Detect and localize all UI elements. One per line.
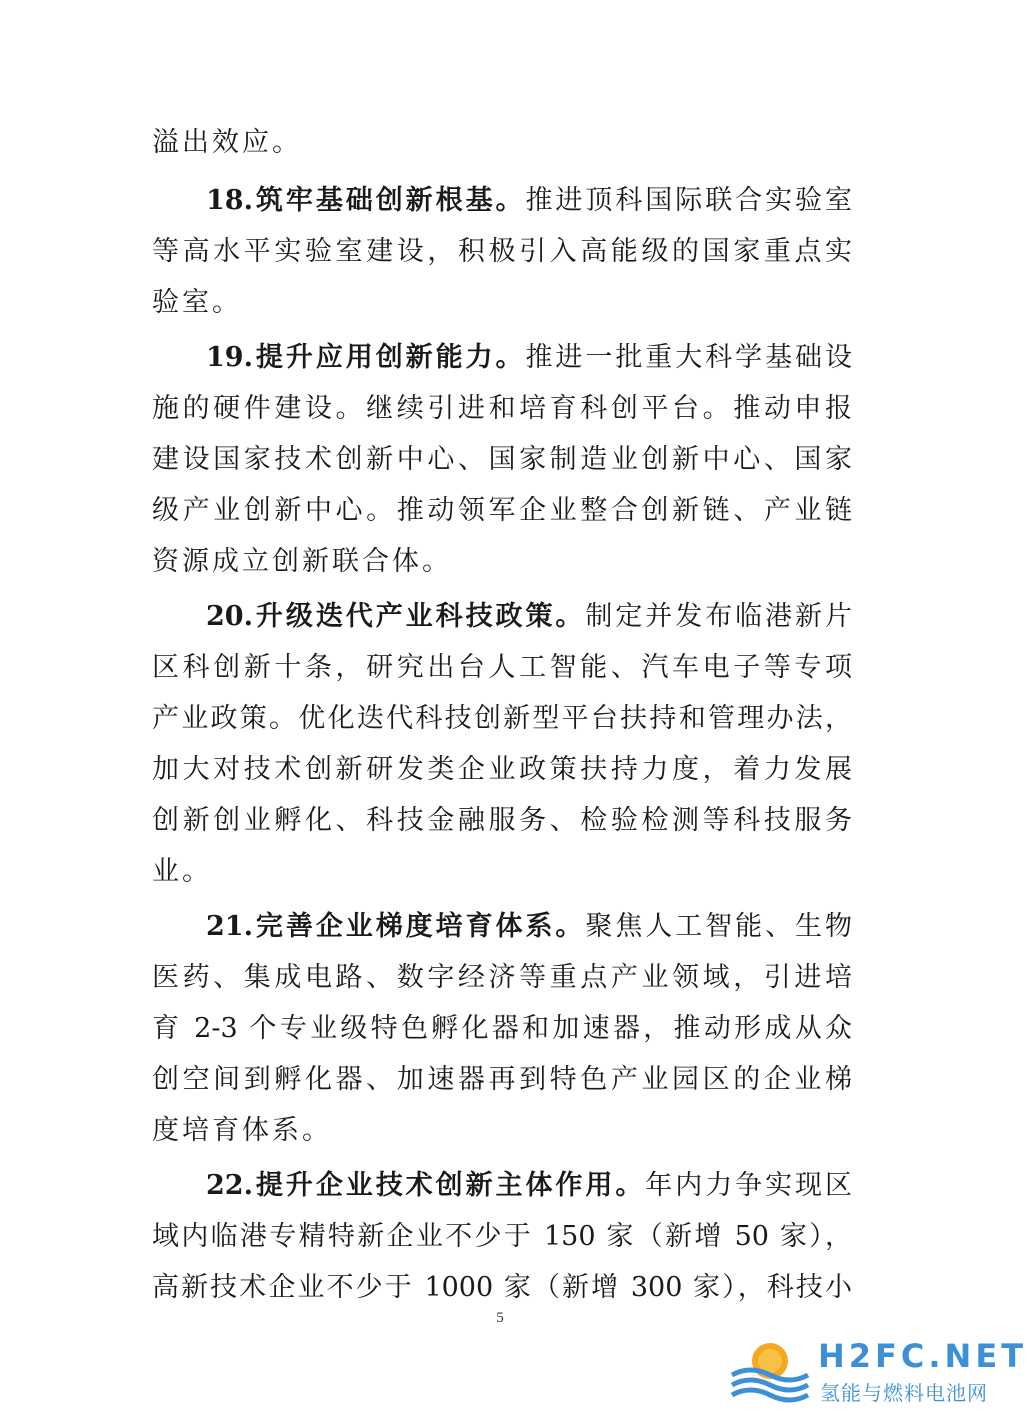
line-text: 溢出效应。 [152,127,302,158]
watermark-subtitle: 氢能与燃料电池网 [820,1381,988,1405]
paragraph-20-line-1 [152,600,852,634]
line-text: 区科创新十条，研究出台人工智能、汽车电子等专项 [152,652,852,683]
line-text: 医药、集成电路、数字经济等重点产业领域，引进培 [152,962,852,993]
line-text: 业。 [152,856,212,887]
line-text: 创空间到孵化器、加速器再到特色产业园区的企业梯 [152,1064,852,1095]
text-line [152,1063,852,1097]
line-text: 建设国家技术创新中心、国家制造业创新中心、国家 [152,444,852,475]
text-line [152,961,852,995]
page-number: 5 [496,1310,504,1326]
text-line [152,753,852,787]
line-text: 创新创业孵化、科技金融服务、检验检测等科技服务 [152,805,852,836]
line-text: 高新技术企业不少于 1000 家（新增 300 家），科技小 [152,1272,852,1303]
text-line [152,235,852,269]
text-line [152,443,852,477]
line-text: 推进一批重大科学基础设 [525,342,852,373]
text-line [152,1271,852,1305]
text-line [152,545,852,579]
line-text: 制定并发布临港新片 [585,601,852,632]
line-text: 推进顶科国际联合实验室 [525,185,852,216]
line-text: 域内临港专精特新企业不少于 150 家（新增 50 家）， [152,1221,852,1252]
watermark-brand: H2FC.NET [818,1337,1027,1375]
text-line [152,392,852,426]
text-line [152,651,852,685]
line-text: 等高水平实验室建设，积极引入高能级的国家重点实 [152,236,852,267]
paragraph-19-line-1 [152,341,852,375]
item-heading-19: 19.提升应用创新能力。 [206,342,526,373]
item-heading-20: 20.升级迭代产业科技政策。 [206,601,586,632]
text-line [152,855,852,889]
text-line [152,804,852,838]
text-line [152,702,852,736]
line-text: 度培育体系。 [152,1115,332,1146]
paragraph-21-line-1 [152,910,852,944]
line-text: 加大对技术创新研发类企业政策扶持力度，着力发展 [152,754,852,785]
line-text: 验室。 [152,287,242,318]
line-text: 施的硬件建设。继续引进和培育科创平台。推动申报 [152,393,852,424]
item-heading-21: 21.完善企业梯度培育体系。 [206,911,586,942]
text-line [152,1220,852,1254]
watermark [728,1335,1027,1407]
line-text: 育 2-3 个专业级特色孵化器和加速器，推动形成从众 [152,1013,852,1044]
text-line [152,286,852,320]
paragraph-18-line-1 [152,184,852,218]
item-heading-18: 18.筑牢基础创新根基。 [206,185,526,216]
item-heading-22: 22.提升企业技术创新主体作用。 [206,1170,646,1201]
line-text: 年内力争实现区 [645,1170,853,1201]
text-line [152,1114,852,1148]
line-text: 级产业创新中心。推动领军企业整合创新链、产业链 [152,495,852,526]
h2fc-logo-icon [728,1337,812,1403]
paragraph-22-line-1 [152,1169,852,1203]
line-text: 聚焦人工智能、生物 [585,911,852,942]
line-text: 产业政策。优化迭代科技创新型平台扶持和管理办法， [152,703,852,734]
text-line [152,126,852,160]
text-line [152,1012,852,1046]
text-line [152,494,852,528]
line-text: 资源成立创新联合体。 [152,546,452,577]
